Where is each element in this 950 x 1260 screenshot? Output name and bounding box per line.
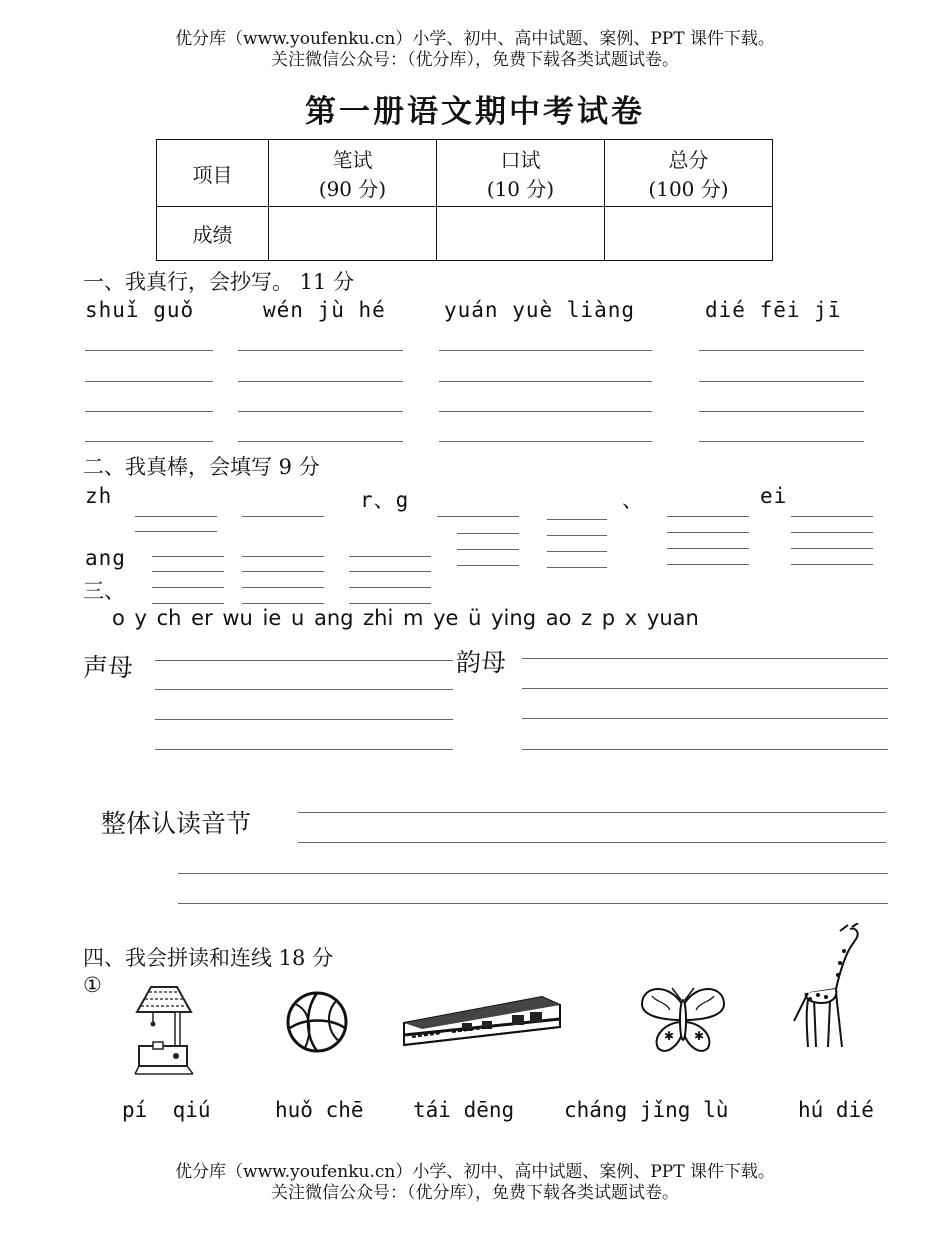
initials-label: 声母 <box>83 653 134 682</box>
pinyin-option-2: huǒ chē <box>275 1098 364 1122</box>
pinyin-option-3: tái dēng <box>413 1098 515 1122</box>
written-score-cell[interactable] <box>269 207 437 261</box>
pinyin-option-4: cháng jǐng lù <box>564 1098 729 1122</box>
oral-test-header <box>437 140 605 207</box>
section-2-item-zh: zh <box>85 484 113 508</box>
page-title: 第一册语文期中考试卷 <box>305 94 645 130</box>
section-3-letter-bank: o y ch er wu ie u ang zhi m ye ü ying ao z p x yuan <box>112 606 699 630</box>
oral-test-label: 口试 <box>500 148 541 172</box>
total-score-points: (100 分) <box>648 177 729 201</box>
svg-text:✱: ✱ <box>664 1029 675 1043</box>
header-line-2: 关注微信公众号：（优分库），免费下载各类试题试卷。 <box>271 50 679 70</box>
footer-line-1: 优分库（www.youfenku.cn）小学、初中、高中试题、案例、PPT 课件下载。 <box>175 1162 775 1182</box>
oral-test-points: (10 分) <box>486 177 555 201</box>
section-1-word-4: dié fēi jī <box>705 298 842 322</box>
giraffe-picture[interactable] <box>790 923 865 1051</box>
section-4-number: ① <box>83 973 102 997</box>
whole-syllables-label: 整体认读音节 <box>101 809 252 838</box>
section-2-item-rg: r、g <box>360 488 410 512</box>
lamp-picture[interactable] <box>133 984 198 1076</box>
svg-text:✱: ✱ <box>694 1029 705 1043</box>
pinyin-option-5: hú dié <box>798 1098 874 1122</box>
butterfly-picture[interactable] <box>638 984 728 1058</box>
section-2-heading: 二、我真棒，会填写 9 分 <box>83 455 320 479</box>
total-score-cell[interactable] <box>605 207 773 261</box>
written-test-points: (90 分) <box>318 177 387 201</box>
train-picture[interactable] <box>402 993 562 1048</box>
score-table-grade-label: 成绩 <box>157 207 269 261</box>
score-table <box>156 139 773 261</box>
total-score-label: 总分 <box>668 148 709 172</box>
section-1-word-2: wén jù hé <box>263 298 386 322</box>
section-2-item-comma: 、 <box>622 488 644 512</box>
section-3-heading: 三、 <box>83 579 125 603</box>
basketball-picture[interactable] <box>285 990 350 1055</box>
section-4-heading: 四、我会拼读和连线 18 分 <box>83 946 334 970</box>
score-table-item-label: 项目 <box>157 140 269 207</box>
written-test-label: 笔试 <box>332 148 373 172</box>
total-score-header <box>605 140 773 207</box>
pinyin-option-1: pí qiú <box>122 1098 211 1122</box>
section-1-word-1: shuǐ guǒ <box>85 298 195 322</box>
section-2-item-ang: ang <box>85 546 126 570</box>
oral-score-cell[interactable] <box>437 207 605 261</box>
finals-label: 韵母 <box>456 648 507 677</box>
header-line-1: 优分库（www.youfenku.cn）小学、初中、高中试题、案例、PPT 课件下载。 <box>175 29 775 49</box>
section-1-word-3: yuán yuè liàng <box>444 298 636 322</box>
footer-line-2: 关注微信公众号：（优分库），免费下载各类试题试卷。 <box>271 1183 679 1203</box>
section-1-heading: 一、我真行，会抄写。 11 分 <box>83 270 355 294</box>
written-test-header <box>269 140 437 207</box>
section-2-item-ei: ei <box>760 484 788 508</box>
